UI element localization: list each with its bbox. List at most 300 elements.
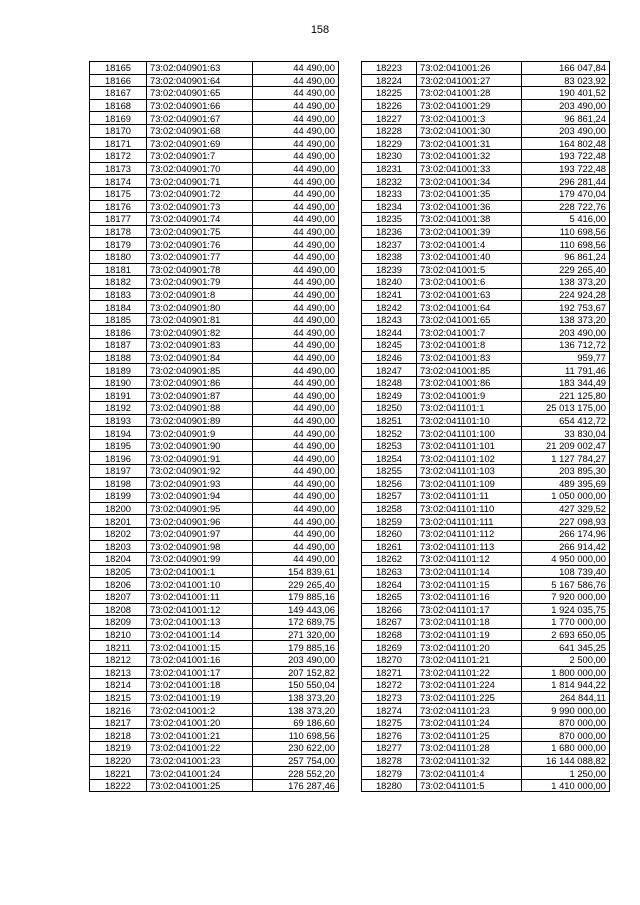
table-row	[90, 313, 339, 326]
table-row	[90, 679, 339, 692]
value-cell: 229 265,40	[522, 263, 610, 276]
value-cell: 83 023,92	[522, 74, 610, 87]
cadastral-number-cell: 73:02:041001:65	[417, 313, 522, 326]
cadastral-number-cell: 73:02:040901:95	[147, 502, 253, 515]
row-number-cell: 18205	[90, 565, 147, 578]
cadastral-number-cell: 73:02:040901:8	[147, 288, 253, 301]
cadastral-number-cell: 73:02:041101:12	[417, 553, 522, 566]
row-number-cell: 18169	[90, 112, 147, 125]
row-number-cell: 18214	[90, 679, 147, 692]
table-row	[362, 288, 610, 301]
cadastral-number-cell: 73:02:041001:40	[417, 250, 522, 263]
row-number-cell: 18280	[362, 779, 417, 792]
value-cell: 44 490,00	[253, 540, 339, 553]
row-number-cell: 18271	[362, 666, 417, 679]
table-row	[362, 213, 610, 226]
cadastral-number-cell: 73:02:040901:76	[147, 238, 253, 251]
value-cell: 654 412,72	[522, 414, 610, 427]
row-number-cell: 18172	[90, 150, 147, 163]
table-row	[90, 288, 339, 301]
page-number: 158	[310, 24, 330, 36]
cadastral-number-cell: 73:02:040901:69	[147, 137, 253, 150]
value-cell: 44 490,00	[253, 477, 339, 490]
row-number-cell: 18175	[90, 187, 147, 200]
value-cell: 870 000,00	[522, 716, 610, 729]
row-number-cell: 18170	[90, 124, 147, 137]
table-row	[362, 653, 610, 666]
table-row	[362, 225, 610, 238]
table-row	[362, 603, 610, 616]
row-number-cell: 18168	[90, 99, 147, 112]
cadastral-number-cell: 73:02:040901:75	[147, 225, 253, 238]
value-cell: 44 490,00	[253, 250, 339, 263]
row-number-cell: 18255	[362, 465, 417, 478]
row-number-cell: 18231	[362, 162, 417, 175]
table-row	[90, 653, 339, 666]
value-cell: 44 490,00	[253, 137, 339, 150]
table-row	[90, 490, 339, 503]
table-row	[90, 527, 339, 540]
value-cell: 266 174,96	[522, 527, 610, 540]
value-cell: 427 329,52	[522, 502, 610, 515]
cadastral-number-cell: 73:02:041101:110	[417, 502, 522, 515]
table-row	[90, 716, 339, 729]
cadastral-number-cell: 73:02:041001:14	[147, 628, 253, 641]
value-cell: 108 739,40	[522, 565, 610, 578]
row-number-cell: 18245	[362, 339, 417, 352]
value-cell: 227 098,93	[522, 515, 610, 528]
cadastral-number-cell: 73:02:040901:96	[147, 515, 253, 528]
row-number-cell: 18259	[362, 515, 417, 528]
cadastral-number-cell: 73:02:040901:82	[147, 326, 253, 339]
value-cell: 44 490,00	[253, 414, 339, 427]
row-number-cell: 18204	[90, 553, 147, 566]
value-cell: 44 490,00	[253, 439, 339, 452]
cadastral-number-cell: 73:02:041001:21	[147, 729, 253, 742]
table-row	[90, 175, 339, 188]
cadastral-number-cell: 73:02:041001:83	[417, 351, 522, 364]
row-number-cell: 18201	[90, 515, 147, 528]
value-cell: 16 144 088,82	[522, 754, 610, 767]
row-number-cell: 18270	[362, 653, 417, 666]
row-number-cell: 18246	[362, 351, 417, 364]
table-row	[362, 477, 610, 490]
table-row	[90, 553, 339, 566]
value-cell: 44 490,00	[253, 87, 339, 100]
value-cell: 69 186,60	[253, 716, 339, 729]
cadastral-number-cell: 73:02:040901:79	[147, 276, 253, 289]
table-row	[90, 704, 339, 717]
row-number-cell: 18194	[90, 427, 147, 440]
value-cell: 230 622,00	[253, 742, 339, 755]
row-number-cell: 18229	[362, 137, 417, 150]
row-number-cell: 18250	[362, 402, 417, 415]
value-cell: 257 754,00	[253, 754, 339, 767]
value-cell: 11 791,46	[522, 364, 610, 377]
table-row	[362, 402, 610, 415]
value-cell: 44 490,00	[253, 389, 339, 402]
value-cell: 166 047,84	[522, 62, 610, 75]
value-cell: 44 490,00	[253, 187, 339, 200]
value-cell: 1 770 000,00	[522, 616, 610, 629]
table-row	[90, 452, 339, 465]
cadastral-number-cell: 73:02:041101:14	[417, 565, 522, 578]
value-cell: 183 344,49	[522, 376, 610, 389]
row-number-cell: 18233	[362, 187, 417, 200]
cadastral-number-cell: 73:02:041001:13	[147, 616, 253, 629]
table-row	[362, 137, 610, 150]
cadastral-number-cell: 73:02:041001:24	[147, 767, 253, 780]
cadastral-number-cell: 73:02:041001:86	[417, 376, 522, 389]
value-cell: 44 490,00	[253, 527, 339, 540]
value-cell: 164 802,48	[522, 137, 610, 150]
cadastral-number-cell: 73:02:040901:64	[147, 74, 253, 87]
row-number-cell: 18221	[90, 767, 147, 780]
table-row	[90, 276, 339, 289]
table-row	[90, 628, 339, 641]
row-number-cell: 18167	[90, 87, 147, 100]
row-number-cell: 18261	[362, 540, 417, 553]
table-row	[362, 540, 610, 553]
value-cell: 228 722,76	[522, 200, 610, 213]
cadastral-number-cell: 73:02:041001:23	[147, 754, 253, 767]
cadastral-number-cell: 73:02:041101:24	[417, 716, 522, 729]
row-number-cell: 18274	[362, 704, 417, 717]
cadastral-number-cell: 73:02:041101:4	[417, 767, 522, 780]
cadastral-number-cell: 73:02:041101:113	[417, 540, 522, 553]
value-cell: 44 490,00	[253, 376, 339, 389]
value-cell: 1 410 000,00	[522, 779, 610, 792]
value-cell: 136 712,72	[522, 339, 610, 352]
table-row	[90, 263, 339, 276]
cadastral-number-cell: 73:02:041101:23	[417, 704, 522, 717]
cadastral-number-cell: 73:02:040901:88	[147, 402, 253, 415]
value-cell: 1 250,00	[522, 767, 610, 780]
cadastral-number-cell: 73:02:040901:81	[147, 313, 253, 326]
table-row	[362, 679, 610, 692]
cadastral-number-cell: 73:02:040901:74	[147, 213, 253, 226]
cadastral-number-cell: 73:02:041001:22	[147, 742, 253, 755]
value-cell: 641 345,25	[522, 641, 610, 654]
cadastral-number-cell: 73:02:041101:25	[417, 729, 522, 742]
cadastral-number-cell: 73:02:040901:97	[147, 527, 253, 540]
table-row	[90, 87, 339, 100]
value-cell: 96 861,24	[522, 112, 610, 125]
cadastral-number-cell: 73:02:041101:15	[417, 578, 522, 591]
value-cell: 9 990 000,00	[522, 704, 610, 717]
cadastral-number-cell: 73:02:040901:85	[147, 364, 253, 377]
table-row	[362, 301, 610, 314]
table-row	[362, 754, 610, 767]
value-cell: 1 800 000,00	[522, 666, 610, 679]
value-cell: 110 698,56	[522, 225, 610, 238]
row-number-cell: 18266	[362, 603, 417, 616]
table-row	[90, 74, 339, 87]
row-number-cell: 18195	[90, 439, 147, 452]
table-row	[90, 137, 339, 150]
value-cell: 228 552,20	[253, 767, 339, 780]
cadastral-number-cell: 73:02:041001:19	[147, 691, 253, 704]
cadastral-number-cell: 73:02:041001:2	[147, 704, 253, 717]
value-cell: 138 373,20	[522, 276, 610, 289]
table-row	[90, 225, 339, 238]
row-number-cell: 18257	[362, 490, 417, 503]
value-cell: 21 209 002,47	[522, 439, 610, 452]
value-cell: 44 490,00	[253, 326, 339, 339]
row-number-cell: 18272	[362, 679, 417, 692]
cadastral-number-cell: 73:02:041001:31	[417, 137, 522, 150]
table-row	[362, 729, 610, 742]
cadastral-number-cell: 73:02:041001:18	[147, 679, 253, 692]
cadastral-number-cell: 73:02:041001:10	[147, 578, 253, 591]
cadastral-number-cell: 73:02:041101:225	[417, 691, 522, 704]
row-number-cell: 18197	[90, 465, 147, 478]
value-cell: 44 490,00	[253, 351, 339, 364]
cadastral-number-cell: 73:02:040901:67	[147, 112, 253, 125]
value-cell: 192 753,67	[522, 301, 610, 314]
cadastral-number-cell: 73:02:040901:91	[147, 452, 253, 465]
left-register-table	[89, 61, 339, 792]
cadastral-number-cell: 73:02:041001:20	[147, 716, 253, 729]
cadastral-number-cell: 73:02:041101:28	[417, 742, 522, 755]
table-row	[90, 187, 339, 200]
table-row	[362, 313, 610, 326]
cadastral-number-cell: 73:02:041001:25	[147, 779, 253, 792]
cadastral-number-cell: 73:02:040901:90	[147, 439, 253, 452]
cadastral-number-cell: 73:02:041001:12	[147, 603, 253, 616]
cadastral-number-cell: 73:02:040901:87	[147, 389, 253, 402]
table-row	[362, 490, 610, 503]
cadastral-number-cell: 73:02:040901:99	[147, 553, 253, 566]
row-number-cell: 18177	[90, 213, 147, 226]
table-row	[362, 175, 610, 188]
cadastral-number-cell: 73:02:041101:32	[417, 754, 522, 767]
row-number-cell: 18256	[362, 477, 417, 490]
cadastral-number-cell: 73:02:040901:63	[147, 62, 253, 75]
cadastral-number-cell: 73:02:041001:1	[147, 565, 253, 578]
cadastral-number-cell: 73:02:041001:36	[417, 200, 522, 213]
cadastral-number-cell: 73:02:041101:10	[417, 414, 522, 427]
cadastral-number-cell: 73:02:041001:11	[147, 590, 253, 603]
row-number-cell: 18199	[90, 490, 147, 503]
row-number-cell: 18242	[362, 301, 417, 314]
value-cell: 190 401,52	[522, 87, 610, 100]
cadastral-number-cell: 73:02:040901:80	[147, 301, 253, 314]
table-row	[90, 364, 339, 377]
cadastral-number-cell: 73:02:040901:84	[147, 351, 253, 364]
row-number-cell: 18251	[362, 414, 417, 427]
value-cell: 44 490,00	[253, 200, 339, 213]
table-row	[362, 389, 610, 402]
cadastral-number-cell: 73:02:041001:16	[147, 653, 253, 666]
row-number-cell: 18181	[90, 263, 147, 276]
table-row	[90, 162, 339, 175]
table-row	[362, 427, 610, 440]
row-number-cell: 18166	[90, 74, 147, 87]
row-number-cell: 18243	[362, 313, 417, 326]
row-number-cell: 18217	[90, 716, 147, 729]
row-number-cell: 18189	[90, 364, 147, 377]
cadastral-number-cell: 73:02:040901:71	[147, 175, 253, 188]
right-register-table	[361, 61, 610, 792]
cadastral-number-cell: 73:02:040901:94	[147, 490, 253, 503]
cadastral-number-cell: 73:02:040901:65	[147, 87, 253, 100]
table-row	[90, 691, 339, 704]
value-cell: 207 152,82	[253, 666, 339, 679]
table-row	[90, 62, 339, 75]
row-number-cell: 18206	[90, 578, 147, 591]
table-row	[362, 87, 610, 100]
row-number-cell: 18240	[362, 276, 417, 289]
table-row	[90, 213, 339, 226]
cadastral-number-cell: 73:02:041001:26	[417, 62, 522, 75]
row-number-cell: 18176	[90, 200, 147, 213]
row-number-cell: 18228	[362, 124, 417, 137]
value-cell: 44 490,00	[253, 213, 339, 226]
cadastral-number-cell: 73:02:041101:5	[417, 779, 522, 792]
value-cell: 150 550,04	[253, 679, 339, 692]
value-cell: 110 698,56	[253, 729, 339, 742]
row-number-cell: 18258	[362, 502, 417, 515]
table-row	[362, 414, 610, 427]
row-number-cell: 18213	[90, 666, 147, 679]
table-row	[90, 326, 339, 339]
table-row	[362, 326, 610, 339]
row-number-cell: 18275	[362, 716, 417, 729]
cadastral-number-cell: 73:02:041101:17	[417, 603, 522, 616]
row-number-cell: 18247	[362, 364, 417, 377]
row-number-cell: 18230	[362, 150, 417, 163]
row-number-cell: 18279	[362, 767, 417, 780]
row-number-cell: 18200	[90, 502, 147, 515]
value-cell: 203 490,00	[522, 326, 610, 339]
row-number-cell: 18248	[362, 376, 417, 389]
table-row	[90, 767, 339, 780]
value-cell: 44 490,00	[253, 402, 339, 415]
row-number-cell: 18269	[362, 641, 417, 654]
row-number-cell: 18202	[90, 527, 147, 540]
table-row	[362, 502, 610, 515]
table-row	[90, 590, 339, 603]
table-row	[362, 779, 610, 792]
cadastral-number-cell: 73:02:041101:103	[417, 465, 522, 478]
table-row	[362, 527, 610, 540]
row-number-cell: 18182	[90, 276, 147, 289]
value-cell: 224 924,28	[522, 288, 610, 301]
row-number-cell: 18203	[90, 540, 147, 553]
cadastral-number-cell: 73:02:041101:111	[417, 515, 522, 528]
row-number-cell: 18209	[90, 616, 147, 629]
row-number-cell: 18262	[362, 553, 417, 566]
table-row	[90, 112, 339, 125]
value-cell: 44 490,00	[253, 276, 339, 289]
value-cell: 44 490,00	[253, 427, 339, 440]
table-row	[362, 62, 610, 75]
row-number-cell: 18252	[362, 427, 417, 440]
value-cell: 266 914,42	[522, 540, 610, 553]
cadastral-number-cell: 73:02:040901:86	[147, 376, 253, 389]
row-number-cell: 18179	[90, 238, 147, 251]
row-number-cell: 18236	[362, 225, 417, 238]
row-number-cell: 18254	[362, 452, 417, 465]
row-number-cell: 18188	[90, 351, 147, 364]
row-number-cell: 18184	[90, 301, 147, 314]
value-cell: 193 722,48	[522, 162, 610, 175]
table-row	[362, 565, 610, 578]
table-row	[90, 339, 339, 352]
table-row	[90, 641, 339, 654]
value-cell: 193 722,48	[522, 150, 610, 163]
value-cell: 154 839,61	[253, 565, 339, 578]
cadastral-number-cell: 73:02:041101:11	[417, 490, 522, 503]
value-cell: 5 167 586,76	[522, 578, 610, 591]
table-row	[362, 162, 610, 175]
table-row	[90, 439, 339, 452]
table-row	[362, 124, 610, 137]
value-cell: 1 680 000,00	[522, 742, 610, 755]
table-row	[362, 250, 610, 263]
row-number-cell: 18241	[362, 288, 417, 301]
cadastral-number-cell: 73:02:040901:70	[147, 162, 253, 175]
row-number-cell: 18278	[362, 754, 417, 767]
value-cell: 44 490,00	[253, 62, 339, 75]
value-cell: 44 490,00	[253, 112, 339, 125]
value-cell: 25 013 175,00	[522, 402, 610, 415]
value-cell: 870 000,00	[522, 729, 610, 742]
value-cell: 203 895,30	[522, 465, 610, 478]
table-row	[90, 414, 339, 427]
row-number-cell: 18174	[90, 175, 147, 188]
value-cell: 271 320,00	[253, 628, 339, 641]
row-number-cell: 18268	[362, 628, 417, 641]
value-cell: 44 490,00	[253, 238, 339, 251]
table-row	[362, 276, 610, 289]
value-cell: 1 814 944,22	[522, 679, 610, 692]
value-cell: 44 490,00	[253, 225, 339, 238]
value-cell: 176 287,46	[253, 779, 339, 792]
cadastral-number-cell: 73:02:041001:15	[147, 641, 253, 654]
cadastral-number-cell: 73:02:041101:21	[417, 653, 522, 666]
cadastral-number-cell: 73:02:040901:98	[147, 540, 253, 553]
table-row	[362, 704, 610, 717]
row-number-cell: 18253	[362, 439, 417, 452]
cadastral-number-cell: 73:02:041101:20	[417, 641, 522, 654]
cadastral-number-cell: 73:02:041101:109	[417, 477, 522, 490]
value-cell: 44 490,00	[253, 301, 339, 314]
table-row	[362, 590, 610, 603]
row-number-cell: 18193	[90, 414, 147, 427]
table-row	[90, 477, 339, 490]
table-row	[362, 767, 610, 780]
row-number-cell: 18244	[362, 326, 417, 339]
value-cell: 203 490,00	[253, 653, 339, 666]
row-number-cell: 18185	[90, 313, 147, 326]
cadastral-number-cell: 73:02:041001:30	[417, 124, 522, 137]
value-cell: 221 125,80	[522, 389, 610, 402]
cadastral-number-cell: 73:02:041001:28	[417, 87, 522, 100]
cadastral-number-cell: 73:02:041101:22	[417, 666, 522, 679]
row-number-cell: 18227	[362, 112, 417, 125]
table-row	[90, 616, 339, 629]
value-cell: 96 861,24	[522, 250, 610, 263]
table-row	[90, 779, 339, 792]
value-cell: 172 689,75	[253, 616, 339, 629]
table-row	[90, 124, 339, 137]
table-row	[362, 439, 610, 452]
value-cell: 179 885,16	[253, 590, 339, 603]
row-number-cell: 18218	[90, 729, 147, 742]
value-cell: 44 490,00	[253, 150, 339, 163]
